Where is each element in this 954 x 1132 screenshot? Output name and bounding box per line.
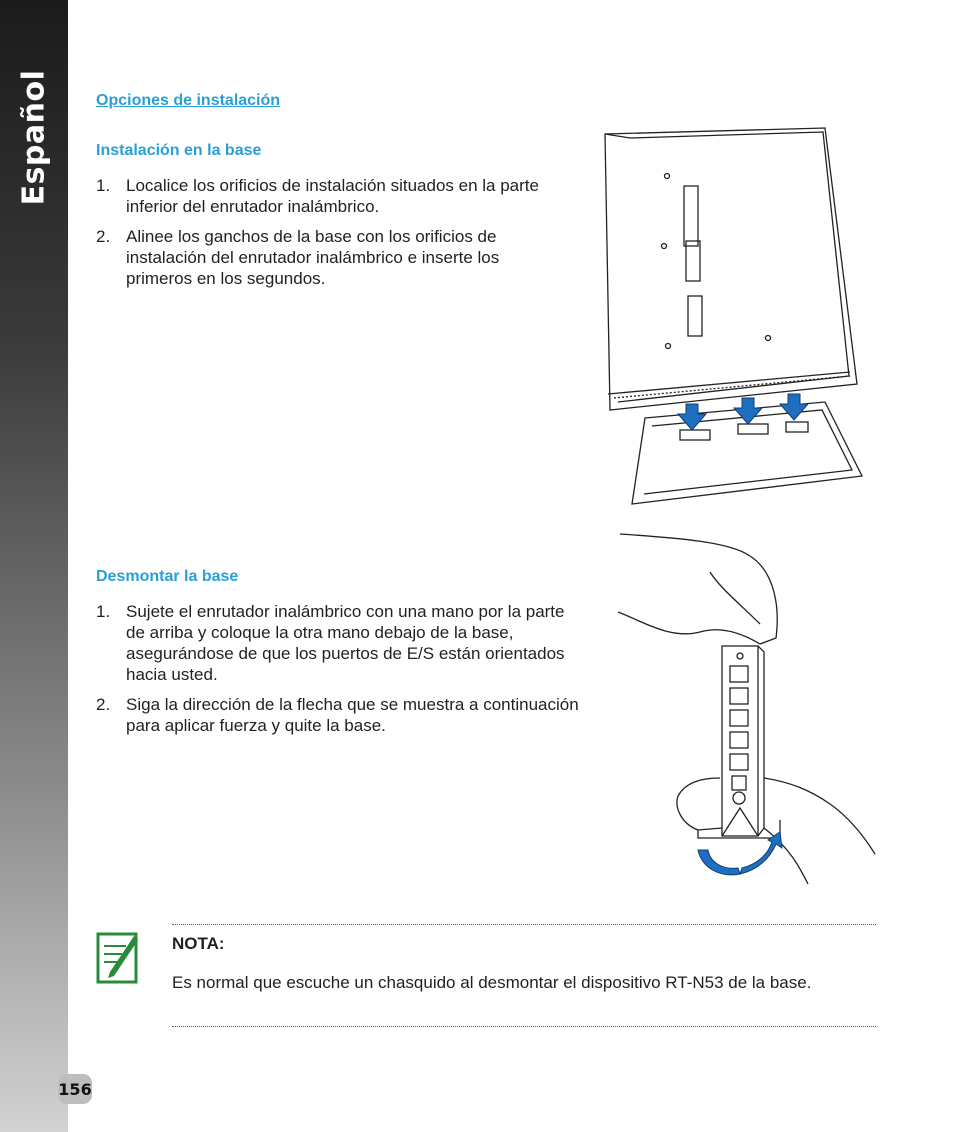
step-number: 1. (96, 176, 111, 195)
step-number: 2. (96, 695, 111, 714)
install-step-1 (96, 175, 564, 217)
step-text: Sujete el enrutador inalámbrico con una mano por la parte de arriba y coloque la otra mano debajo de la base, asegurándose de que los puertos de E/S están orientados hacia usted. (126, 602, 565, 684)
remove-heading: Desmontar la base (96, 568, 239, 585)
install-steps (96, 175, 564, 298)
remove-step-2 (96, 694, 588, 736)
router-base-mount-illustration (600, 126, 870, 508)
install-heading: Instalación en la base (96, 142, 262, 159)
install-step-2 (96, 226, 564, 289)
note-divider-top (172, 924, 876, 925)
step-text: Siga la dirección de la flecha que se muestra a continuación para aplicar fuerza y quite la base. (126, 695, 579, 735)
step-number: 1. (96, 602, 111, 621)
section-title: Opciones de instalación (96, 92, 281, 109)
remove-steps (96, 601, 588, 745)
step-text: Alinee los ganchos de la base con los orificios de instalación del enrutador inalámbrico e inserte los primeros en los segundos. (126, 227, 500, 288)
step-number: 2. (96, 227, 111, 246)
note-text: Es normal que escuche un chasquido al desmontar el dispositivo RT-N53 de la base. (172, 973, 812, 992)
note-pencil-icon (96, 928, 140, 984)
sidebar-language-label: Español (16, 69, 52, 205)
note-title: NOTA: (172, 934, 225, 953)
language-sidebar (0, 0, 68, 1132)
step-text: Localice los orificios de instalación situados en la parte inferior del enrutador inalámbrico. (126, 176, 539, 216)
page-number: 156 (58, 1074, 92, 1104)
base-removal-illustration (590, 528, 880, 896)
note-divider-bottom (172, 1026, 876, 1027)
remove-step-1 (96, 601, 588, 685)
